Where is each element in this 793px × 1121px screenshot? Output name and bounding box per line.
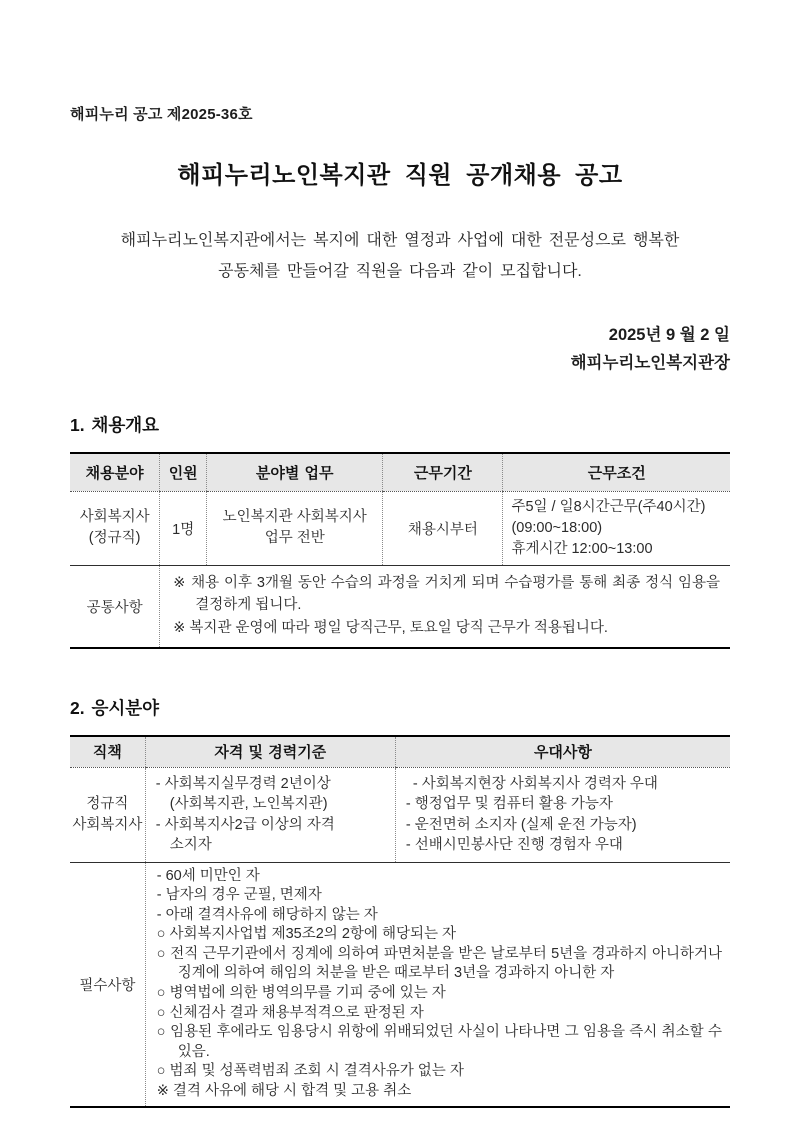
cell-preferences: - 사회복지현장 사회복지사 경력자 우대 - 행정업무 및 컴퓨터 활용 가능자 - 운전면허 소지자 (실제 운전 가능자) - 선배시민봉사단 진행 경험자 우대 [395,767,730,862]
section-2-heading: 2. 응시분야 [70,698,160,718]
requirement-item: ○ 범죄 및 성폭력범죄 조회 시 결격사유가 없는 자 [156,1063,464,1080]
column-header-preferences: 우대사항 [395,736,730,767]
table-row [70,565,730,648]
requirement-item: ○ 사회복지사업법 제35조2의 2항에 해당되는 자 [156,926,457,943]
column-header-count: 인원 [160,453,207,491]
intro-line-2: 공동체를 만들어갈 직원을 다음과 같이 모집합니다. [218,263,582,280]
column-header-conditions: 근무조건 [503,453,730,491]
announcement-date: 2025년 9 월 2 일 [608,326,730,344]
table-header-row [70,736,730,767]
requirement-item: ○ 임용된 후에라도 임용당시 위항에 위배되었던 사실이 나타나면 그 임용을 즉시 취소할 수 있음. [156,1024,722,1060]
column-header-period: 근무기간 [383,453,503,491]
cell-count: 1명 [160,491,207,565]
common-note-2: ※ 복지관 운영에 따라 평일 당직근무, 토요일 당직 근무가 적용됩니다. [173,619,608,636]
table-row [70,491,730,565]
cell-period: 채용시부터 [383,491,503,565]
cell-duty: 노인복지관 사회복지사 업무 전반 [207,491,383,565]
intro-paragraph [70,225,730,287]
section-1-heading: 1. 채용개요 [70,415,160,435]
cell-common-notes [160,565,730,648]
column-header-position: 직책 [70,736,145,767]
cell-conditions: 주5일 / 일8시간근무(주40시간) (09:00~18:00) 휴게시간 12:00~13:00 [503,491,730,565]
cell-field: 사회복지사 (정규직) [79,509,150,546]
column-header-qualifications: 자격 및 경력기준 [145,736,395,767]
column-header-duty: 분야별 업무 [207,453,383,491]
signature: 해피누리노인복지관장 [570,354,730,372]
column-header-field: 채용분야 [70,453,160,491]
doc-number: 해피누리 공고 제2025-36호 [70,106,253,123]
table-row [70,862,730,1107]
cell-common-label: 공통사항 [70,565,160,648]
table-header-row [70,453,730,491]
table-row [70,767,730,862]
intro-line-1: 해피누리노인복지관에서는 복지에 대한 열정과 사업에 대한 전문성으로 행복한 [120,232,680,249]
cell-required-label: 필수사항 [70,862,145,1107]
requirement-item: - 60세 미만인 자 [156,867,260,884]
common-note-1: ※ 채용 이후 3개월 동안 수습의 과정을 거치게 되며 수습평가를 통해 최종 정식 임용을 결정하게 됩니다. [173,574,720,613]
requirement-item: ○ 전직 근무기관에서 징계에 의하여 파면처분을 받은 날로부터 5년을 경과하지 아니하거나 징계에 의하여 해임의 처분을 받은 때로부터 3년을 경과하지 아니한 자 [156,945,722,982]
requirement-item: - 남자의 경우 군필, 면제자 [156,887,322,904]
recruitment-overview-table [70,452,730,649]
application-field-table [70,735,730,1108]
requirement-item: ※ 결격 사유에 해당 시 합격 및 고용 취소 [156,1083,412,1100]
requirement-item: ○ 병역법에 의한 병역의무를 기피 중에 있는 자 [156,985,446,1002]
cell-qualifications: - 사회복지실무경력 2년이상 (사회복지관, 노인복지관) - 사회복지사2급 이상의 자격 소지자 [145,767,395,862]
cell-position: 정규직 사회복지사 [72,795,143,833]
date-signature-block [70,321,730,377]
requirement-item: - 아래 결격사유에 해당하지 않는 자 [156,906,378,923]
requirement-item: ○ 신체검사 결과 채용부적격으로 판정된 자 [156,1004,424,1021]
page-title: 해피누리노인복지관 직원 공개채용 공고 [177,162,623,189]
cell-requirements [145,862,730,1107]
